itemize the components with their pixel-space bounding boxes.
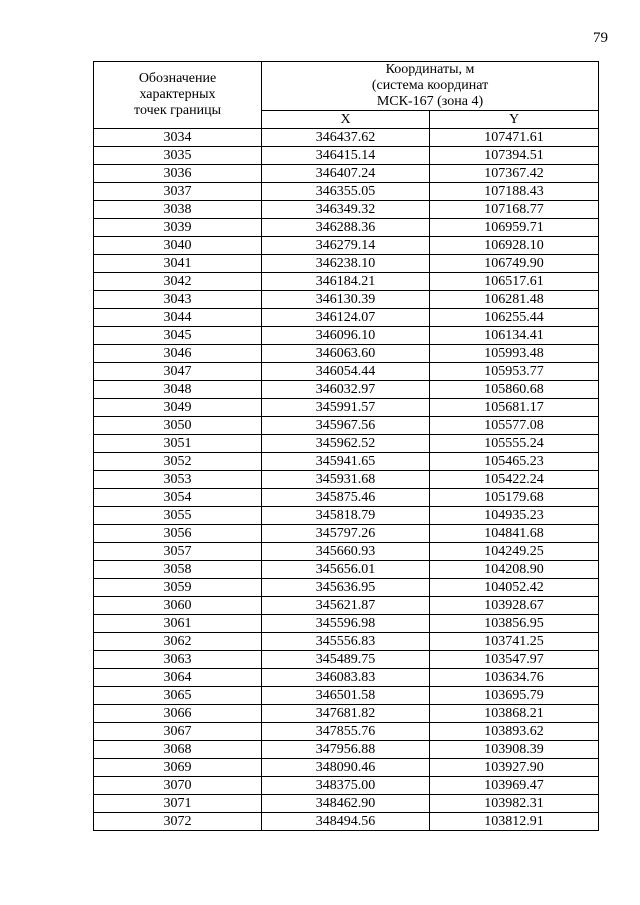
point-id-cell: 3066 bbox=[94, 705, 262, 723]
table-row bbox=[94, 255, 599, 273]
table-row bbox=[94, 561, 599, 579]
point-id-cell: 3065 bbox=[94, 687, 262, 705]
table-row bbox=[94, 795, 599, 813]
table-row bbox=[94, 237, 599, 255]
page-number: 79 bbox=[593, 30, 608, 46]
point-id-cell: 3035 bbox=[94, 147, 262, 165]
table-row bbox=[94, 507, 599, 525]
y-coordinate-cell: 106749.90 bbox=[430, 255, 599, 273]
point-id-cell: 3047 bbox=[94, 363, 262, 381]
table-row bbox=[94, 327, 599, 345]
table-row bbox=[94, 705, 599, 723]
point-id-cell: 3037 bbox=[94, 183, 262, 201]
y-coordinate-cell: 106928.10 bbox=[430, 237, 599, 255]
table-row bbox=[94, 633, 599, 651]
x-coordinate-cell: 346238.10 bbox=[262, 255, 430, 273]
point-id-cell: 3045 bbox=[94, 327, 262, 345]
table-row bbox=[94, 597, 599, 615]
table-row bbox=[94, 129, 599, 147]
x-column-header: X bbox=[262, 111, 430, 129]
x-coordinate-cell: 346083.83 bbox=[262, 669, 430, 687]
y-coordinate-cell: 104249.25 bbox=[430, 543, 599, 561]
x-coordinate-cell: 346054.44 bbox=[262, 363, 430, 381]
x-coordinate-cell: 346288.36 bbox=[262, 219, 430, 237]
point-id-cell: 3067 bbox=[94, 723, 262, 741]
coordinates-header-line: (система координат bbox=[371, 78, 489, 93]
x-coordinate-cell: 345962.52 bbox=[262, 435, 430, 453]
x-coordinate-cell: 347681.82 bbox=[262, 705, 430, 723]
y-coordinate-cell: 103928.67 bbox=[430, 597, 599, 615]
x-coordinate-cell: 346063.60 bbox=[262, 345, 430, 363]
table-row bbox=[94, 471, 599, 489]
y-coordinate-cell: 105577.08 bbox=[430, 417, 599, 435]
point-id-cell: 3051 bbox=[94, 435, 262, 453]
table-row bbox=[94, 165, 599, 183]
point-id-cell: 3070 bbox=[94, 777, 262, 795]
point-label-header-line: характерных bbox=[139, 87, 216, 102]
coordinates-header bbox=[262, 62, 599, 111]
y-coordinate-cell: 103695.79 bbox=[430, 687, 599, 705]
y-coordinate-cell: 105860.68 bbox=[430, 381, 599, 399]
y-coordinate-cell: 105993.48 bbox=[430, 345, 599, 363]
table-body bbox=[94, 129, 599, 831]
table-row bbox=[94, 615, 599, 633]
y-coordinate-cell: 105953.77 bbox=[430, 363, 599, 381]
point-id-cell: 3053 bbox=[94, 471, 262, 489]
x-coordinate-cell: 346032.97 bbox=[262, 381, 430, 399]
y-coordinate-cell: 104208.90 bbox=[430, 561, 599, 579]
y-coordinate-cell: 105465.23 bbox=[430, 453, 599, 471]
y-coordinate-cell: 103893.62 bbox=[430, 723, 599, 741]
point-id-cell: 3055 bbox=[94, 507, 262, 525]
y-coordinate-cell: 107394.51 bbox=[430, 147, 599, 165]
y-coordinate-cell: 105555.24 bbox=[430, 435, 599, 453]
point-id-cell: 3058 bbox=[94, 561, 262, 579]
x-coordinate-cell: 345818.79 bbox=[262, 507, 430, 525]
x-coordinate-cell: 348090.46 bbox=[262, 759, 430, 777]
coordinates-table bbox=[93, 61, 599, 831]
y-coordinate-cell: 107471.61 bbox=[430, 129, 599, 147]
x-coordinate-cell: 345489.75 bbox=[262, 651, 430, 669]
table-row bbox=[94, 741, 599, 759]
table-row bbox=[94, 453, 599, 471]
y-coordinate-cell: 104935.23 bbox=[430, 507, 599, 525]
x-coordinate-cell: 346501.58 bbox=[262, 687, 430, 705]
table-row bbox=[94, 291, 599, 309]
point-id-cell: 3069 bbox=[94, 759, 262, 777]
point-label-header bbox=[94, 62, 262, 129]
y-coordinate-cell: 104841.68 bbox=[430, 525, 599, 543]
point-id-cell: 3071 bbox=[94, 795, 262, 813]
y-coordinate-cell: 106255.44 bbox=[430, 309, 599, 327]
y-coordinate-cell: 105681.17 bbox=[430, 399, 599, 417]
point-id-cell: 3062 bbox=[94, 633, 262, 651]
x-coordinate-cell: 347956.88 bbox=[262, 741, 430, 759]
point-id-cell: 3048 bbox=[94, 381, 262, 399]
table-row bbox=[94, 147, 599, 165]
point-label-header-line: точек границы bbox=[134, 103, 221, 118]
table-row bbox=[94, 489, 599, 507]
table-row bbox=[94, 525, 599, 543]
x-coordinate-cell: 346349.32 bbox=[262, 201, 430, 219]
point-id-cell: 3039 bbox=[94, 219, 262, 237]
x-coordinate-cell: 345931.68 bbox=[262, 471, 430, 489]
table-row bbox=[94, 417, 599, 435]
table-row bbox=[94, 651, 599, 669]
x-coordinate-cell: 346407.24 bbox=[262, 165, 430, 183]
x-coordinate-cell: 346184.21 bbox=[262, 273, 430, 291]
y-coordinate-cell: 103868.21 bbox=[430, 705, 599, 723]
point-id-cell: 3050 bbox=[94, 417, 262, 435]
x-coordinate-cell: 348494.56 bbox=[262, 813, 430, 831]
y-coordinate-cell: 107367.42 bbox=[430, 165, 599, 183]
x-coordinate-cell: 347855.76 bbox=[262, 723, 430, 741]
table-row bbox=[94, 759, 599, 777]
x-coordinate-cell: 346437.62 bbox=[262, 129, 430, 147]
x-coordinate-cell: 346279.14 bbox=[262, 237, 430, 255]
x-coordinate-cell: 346355.05 bbox=[262, 183, 430, 201]
table-row bbox=[94, 309, 599, 327]
x-coordinate-cell: 345636.95 bbox=[262, 579, 430, 597]
x-coordinate-cell: 348375.00 bbox=[262, 777, 430, 795]
point-id-cell: 3038 bbox=[94, 201, 262, 219]
y-coordinate-cell: 105422.24 bbox=[430, 471, 599, 489]
y-coordinate-cell: 106281.48 bbox=[430, 291, 599, 309]
table-row bbox=[94, 201, 599, 219]
x-coordinate-cell: 346096.10 bbox=[262, 327, 430, 345]
table-row bbox=[94, 219, 599, 237]
point-id-cell: 3068 bbox=[94, 741, 262, 759]
x-coordinate-cell: 345556.83 bbox=[262, 633, 430, 651]
table-row bbox=[94, 381, 599, 399]
y-coordinate-cell: 105179.68 bbox=[430, 489, 599, 507]
point-id-cell: 3059 bbox=[94, 579, 262, 597]
y-coordinate-cell: 107168.77 bbox=[430, 201, 599, 219]
y-coordinate-cell: 106517.61 bbox=[430, 273, 599, 291]
table-row bbox=[94, 345, 599, 363]
table-row bbox=[94, 669, 599, 687]
x-coordinate-cell: 345991.57 bbox=[262, 399, 430, 417]
y-coordinate-cell: 103741.25 bbox=[430, 633, 599, 651]
y-coordinate-cell: 103547.97 bbox=[430, 651, 599, 669]
point-id-cell: 3034 bbox=[94, 129, 262, 147]
y-coordinate-cell: 103927.90 bbox=[430, 759, 599, 777]
point-id-cell: 3040 bbox=[94, 237, 262, 255]
y-coordinate-cell: 103969.47 bbox=[430, 777, 599, 795]
x-coordinate-cell: 345660.93 bbox=[262, 543, 430, 561]
coordinates-header-line: МСК-167 (зона 4) bbox=[376, 94, 484, 109]
table-header bbox=[94, 62, 599, 129]
point-id-cell: 3057 bbox=[94, 543, 262, 561]
coordinates-header-line: Координаты, м bbox=[385, 62, 475, 77]
y-coordinate-cell: 104052.42 bbox=[430, 579, 599, 597]
table-row bbox=[94, 687, 599, 705]
point-id-cell: 3052 bbox=[94, 453, 262, 471]
point-id-cell: 3042 bbox=[94, 273, 262, 291]
x-coordinate-cell: 345797.26 bbox=[262, 525, 430, 543]
point-id-cell: 3063 bbox=[94, 651, 262, 669]
header-row-main bbox=[94, 62, 599, 111]
point-id-cell: 3072 bbox=[94, 813, 262, 831]
point-id-cell: 3043 bbox=[94, 291, 262, 309]
table-row bbox=[94, 363, 599, 381]
y-coordinate-cell: 103812.91 bbox=[430, 813, 599, 831]
y-column-header: Y bbox=[430, 111, 599, 129]
x-coordinate-cell: 345967.56 bbox=[262, 417, 430, 435]
point-id-cell: 3044 bbox=[94, 309, 262, 327]
y-coordinate-cell: 106959.71 bbox=[430, 219, 599, 237]
x-coordinate-cell: 346130.39 bbox=[262, 291, 430, 309]
point-id-cell: 3060 bbox=[94, 597, 262, 615]
table-row bbox=[94, 435, 599, 453]
table-row bbox=[94, 777, 599, 795]
point-id-cell: 3049 bbox=[94, 399, 262, 417]
point-id-cell: 3056 bbox=[94, 525, 262, 543]
table-row bbox=[94, 543, 599, 561]
x-coordinate-cell: 346124.07 bbox=[262, 309, 430, 327]
y-coordinate-cell: 103634.76 bbox=[430, 669, 599, 687]
point-id-cell: 3046 bbox=[94, 345, 262, 363]
x-coordinate-cell: 345656.01 bbox=[262, 561, 430, 579]
y-coordinate-cell: 106134.41 bbox=[430, 327, 599, 345]
x-coordinate-cell: 345596.98 bbox=[262, 615, 430, 633]
table-row bbox=[94, 723, 599, 741]
point-label-header-line: Обозначение bbox=[138, 71, 217, 86]
point-id-cell: 3064 bbox=[94, 669, 262, 687]
table-row bbox=[94, 813, 599, 831]
point-id-cell: 3061 bbox=[94, 615, 262, 633]
table-row bbox=[94, 273, 599, 291]
point-id-cell: 3041 bbox=[94, 255, 262, 273]
table-row bbox=[94, 579, 599, 597]
y-coordinate-cell: 103856.95 bbox=[430, 615, 599, 633]
table-row bbox=[94, 183, 599, 201]
table-row bbox=[94, 399, 599, 417]
point-id-cell: 3054 bbox=[94, 489, 262, 507]
y-coordinate-cell: 103982.31 bbox=[430, 795, 599, 813]
point-id-cell: 3036 bbox=[94, 165, 262, 183]
x-coordinate-cell: 345621.87 bbox=[262, 597, 430, 615]
x-coordinate-cell: 345875.46 bbox=[262, 489, 430, 507]
y-coordinate-cell: 103908.39 bbox=[430, 741, 599, 759]
x-coordinate-cell: 345941.65 bbox=[262, 453, 430, 471]
x-coordinate-cell: 346415.14 bbox=[262, 147, 430, 165]
y-coordinate-cell: 107188.43 bbox=[430, 183, 599, 201]
x-coordinate-cell: 348462.90 bbox=[262, 795, 430, 813]
